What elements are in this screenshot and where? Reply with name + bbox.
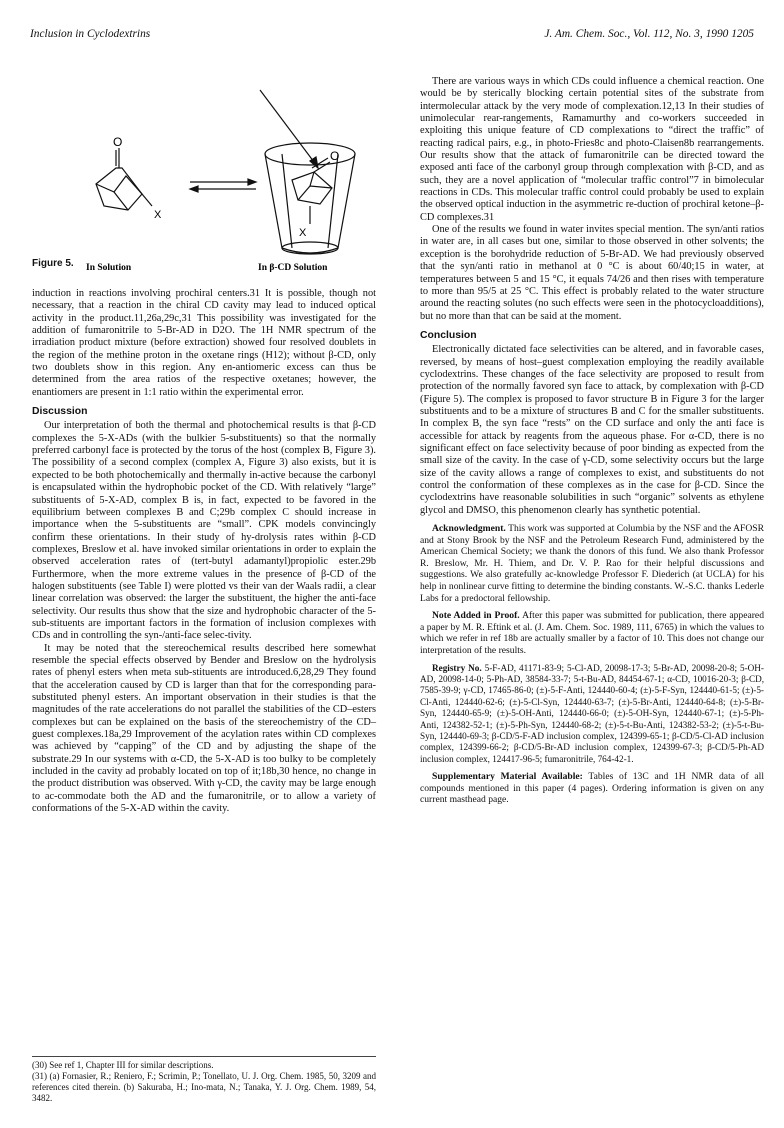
registry-numbers bbox=[420, 663, 764, 766]
note-title: Note Added in Proof. bbox=[432, 610, 520, 622]
equilibrium-arrows bbox=[190, 179, 256, 192]
supplementary-text: Tables of 13C and 1H NMR data of all compounds mentioned in this paper (4 pages). Ordering information is given on any current masthead page. bbox=[420, 771, 764, 806]
right-column bbox=[420, 76, 764, 806]
figure-caption: Figure 5. bbox=[32, 258, 74, 269]
registry-text: 5-F-AD, 41171-83-9; 5-Cl-AD, 20098-17-3; 5-Br-AD, 20098-20-8; 5-OH-AD, 20098-14-0; 5-Ph-AD, 38584-33-7; 5-t-Bu-AD, 84454-67-1; α-CD, 10016-20-3; β-CD, 7585-39-9; γ-CD, 17465-86-0; (±)-5-F-Anti, 124440-60-4; (±)-5-F-Syn, 124440-61-5; (±)-5-Cl-Anti, 124440-62-6; (±)-5-Cl-Syn, 124440-63-7; (±)-5-Br-Anti, 124440-64-8; (±)-5-Br-Syn, 124440-65-9; (±)-5-OH-Anti, 124440-66-0; (±)-5-OH-Syn, 124440-67-1; (±)-5-Ph-Anti, 124382-52-1; (±)-5-Ph-Syn, 124440-68-2; (±)-5-t-Bu-Anti, 124382-53-2; (±)-5-t-Bu-Syn, 124440-69-3; β-CD/5-F-AD inclusion complex, 124399-65-1; β-CD/5-Cl-AD inclusion complex, 124399-66-2; β-CD/5-Br-AD inclusion complex, 124399-67-3; β-CD/5-Ph-AD inclusion complex, 124417-96-5; fumaronitrile, 764-42-1. bbox=[420, 662, 764, 764]
attack-arrow bbox=[260, 90, 318, 168]
left-x-label: X bbox=[154, 209, 162, 221]
acknowledgment-title: Acknowledgment. bbox=[432, 523, 506, 535]
adamantanone-molecule bbox=[96, 148, 152, 210]
note-text: After this paper was submitted for publication, there appeared a paper by M. R. Eftink et al. (J. Am. Chem. Soc. 1989, 111, 6765) in which the values to which we refer in ref 18b are actually smaller by a factor of 10. This does not change our interpretation of the results. bbox=[420, 610, 764, 656]
right-x-label: X bbox=[299, 227, 307, 239]
paragraph-interpretation: Our interpretation of both the thermal and photochemical results is that β-CD complexes the 5-X-ADs (with the bulkier 5-substituents) so that the normally preferred carbonyl face is protected by the torus of the host (complex B, Figure 3). The possibility of a second complex (complex A, Figure 3) also exists, but it is expected to be both photochemically and thermally in-active because the carbonyl is encapsulated within the hydrophobic pocket of the CD. With relatively “large” substituents of 5-X-AD, complex B is, in fact, expected to be favored in the equilibrium between complexes B and C;29b complex C should increase in importance when the 5-substituents are “small”. CPK models convincingly confirm these orientations. In their study of hy-drolysis rates within β-CD complexes, Breslow et al. have invoked similar orientations in order to explain the observed acceleration rates of (tert-butyl adamantyl)propiolic ester.29b Furthermore, when the more extreme values in the presence of β-CD of the halogen substituents (see Table I) were plotted vs their van der Waals radii, a clear linear correlation was observed: the larger the substituent, the higher the anti-face selectivity. Our results thus show that the size and hydrophobic character of the 5-sub-stituents are important factors in the formation of inclusion complexes with CDs and in controlling the syn-/anti-face selec-tivity. bbox=[32, 420, 376, 642]
paragraph-water-results: One of the results we found in water invites special mention. The syn/anti ratios in water are, in all cases but one, similar to those observed in other solvents; the exception is the borohydride reduction of 5-Br-AD. We had previously observed that the syn/anti ratio in methanol at 0 °C is about 60/40;15 in water, at temperatures between 5 and 15 °C, it equals 74/26 and then rises with temperature to more than 95/5 at 25 °C. This effect is probably related to the water structure around the reacting solutes (no such effects were seen in the photocycloadditions), but no more than that can be said at the moment. bbox=[420, 224, 764, 322]
label-in-beta-cd-solution: In β-CD Solution bbox=[258, 263, 328, 273]
section-heading-discussion: Discussion bbox=[32, 406, 88, 418]
running-header-journal: J. Am. Chem. Soc., Vol. 112, No. 3, 1990 1205 bbox=[544, 28, 754, 40]
paragraph-stereochemical: It may be noted that the stereochemical results described here somewhat resemble the special effects observed by Bender and Breslow on the hydrolysis rates of phenyl esters when meta sub-stituents are introduced.6,28,29 They found that the acceleration caused by CD is larger than that for the corresponding para-substituted phenyl esters. An important observation in their studies is that the magnitudes of the rate accelerations do not parallel the stabilities of the CD–esters complexes but can be explained on the basis of the stereochemistry of the CD–guest complexes.18a,29 Improvement of the acylation rates within CD complexes was achieved by “capping” of the CD and by adjusting the shape of the substrate.29 In our systems with α-CD, the 5-X-AD is too bulky to be completely included in the cavity ad probably located on top of it;18b,30 hence, no change in the product distribution was observed. With γ-CD, the cavity may be large enough to ac-commodate both the AD and the fumaronitrile, or to allow a variety of conformations of the 5-X-AD within the cavity. bbox=[32, 642, 376, 815]
registry-title: Registry No. bbox=[432, 662, 482, 673]
section-heading-conclusion: Conclusion bbox=[420, 329, 477, 341]
cyclodextrin-cup bbox=[265, 143, 355, 254]
left-o-label: O bbox=[113, 135, 123, 149]
acknowledgment-text: This work was supported at Columbia by the NSF and the AFOSR and at Stony Brook by the NSF and the Petroleum Research Fund, administered by the American Chemical Society; we thank the donors of this fund. We also thank Professor R. Breslow, Mr. H. Thiem, and Dr. V. P. Rao for their helpful discussions and suggestions. We also gratefully ac-knowledge Professor F. Diederich (at UCLA) for his help in nonlinear curve fitting to determine the binding constants. W.-S.C. thanks Lederle Labs for a predoctoral fellowship. bbox=[420, 523, 764, 604]
paragraph-conclusion: Electronically dictated face selectivities can be altered, and in favorable cases, reversed, by means of host–guest complexation employing the readily available cyclodextrins. These changes of the face selectivity are proposed to result from protection of the normally favored syn face to attack, by complexation with β-CD (Figure 5). The complex is proposed to favor structure B in Figure 3 for the larger substituents and to be a mixture of structures B and C for the smaller substituents. In complex B, the syn face “rests” on the CD surface and only the anti face is accessible for attack by reagents from the aqueous phase. For α-CD, there is no significant effect on face selectivity because of poor binding as expected from the small size of the cavity. In the case of γ-CD, some selectivity occurs but the large size of the cavity allows a range of complexes to exist, and substituents do not control the conformation of these complexes as in the case for β-CD. Since the cyclodextrins have reasonable solubilities in such “organic” solvents as ethylene glycol and DMSO, this phenomenon clearly has synthetic potential. bbox=[420, 344, 764, 516]
supplementary-title: Supplementary Material Available: bbox=[432, 771, 583, 783]
paragraph-cd-influence: There are various ways in which CDs could influence a chemical reaction. One would be by sterically blocking certain potential sites of the substrate from intermolecular attack by the very mode of complexation.12,13 In their studies of unimolecular rear-rangements, Ramamurthy and co-workers succeeded in exploiting this unique feature of CD complexations to “direct the traffic” of reacting radical pairs, e.g., in photo-Fries8c and photo-Claisen8b rearrangements. Our results show that the attack of fumaronitrile can be directed toward the exposed anti face of the carbonyl group through complexation with β-CD, and as such, they are a novel application of “molecular traffic control”7 in bimolecular reactions in CDs. This molecular traffic control could probably be used to explain the observed optical induction in the asymmetric re-duction of prochiral ketone–β-CD complexes.31 bbox=[420, 76, 764, 223]
right-o-label: O bbox=[330, 149, 340, 163]
figure-5-drawing bbox=[30, 76, 390, 276]
footnote-31: (31) (a) Fornasier, R.; Reniero, F.; Scrimin, P.; Tonellato, U. J. Org. Chem. 1985, 50, 3209 and references cited therein. (b) Sakuraba, H.; Ino-mata, N.; Tanaka, Y. J. Org. Chem. 1989, 54, 3482. bbox=[32, 1071, 376, 1103]
footnotes bbox=[32, 1056, 376, 1104]
label-in-solution: In Solution bbox=[86, 263, 132, 273]
running-header-title: Inclusion in Cyclodextrins bbox=[30, 28, 151, 40]
paragraph-induction: induction in reactions involving prochiral centers.31 It is possible, though not necessary, that a reaction in the chiral CD cavity may lead to induced optical activity in the product.11,26a,29c,31 This possibility was investigated for the addition of fumaronitrile to 5-Br-AD in D2O. The 1H NMR spectrum of the irradiation product mixture (before extraction) showed four resolved doublets in the region of the methine proton in the oxetane rings (H12); without β-CD, only two doublets show in this region. Any en-antiomeric excess can thus be determined from the area ratios of the respective oxetanes; however, the enantiomers are present in 1:1 ratio within the experimental error. bbox=[32, 288, 376, 398]
left-column bbox=[32, 288, 376, 815]
supplementary-material bbox=[420, 771, 764, 806]
acknowledgment bbox=[420, 523, 764, 604]
footnote-30: (30) See ref 1, Chapter III for similar descriptions. bbox=[32, 1060, 214, 1070]
note-added-in-proof bbox=[420, 610, 764, 656]
figure-5 bbox=[30, 76, 390, 276]
